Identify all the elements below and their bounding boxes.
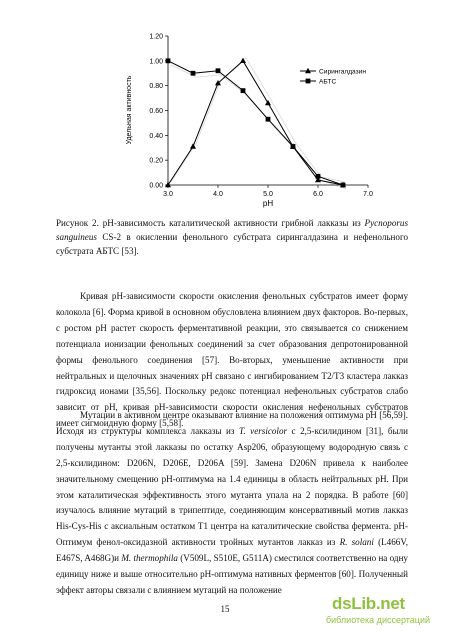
x-axis-label: pH: [262, 199, 274, 208]
x-tick-label: 6.0: [313, 191, 323, 198]
chart-ghost-lines: [171, 58, 346, 189]
legend-marker: [306, 79, 311, 84]
ghost-line: [171, 58, 346, 182]
series-line: [168, 61, 343, 185]
y-tick-label: 0.80: [149, 83, 163, 91]
y-axis-label: Удельная активность: [126, 75, 133, 145]
data-point: [291, 144, 296, 149]
paragraph-2-text: [56, 408, 408, 599]
p2-part3: (L466V, E467S, A468G)и: [56, 537, 408, 564]
series-line: [168, 61, 343, 185]
y-tick-group: [149, 34, 168, 190]
p2-species-rsolani: R. solani: [339, 537, 374, 548]
y-tick-label: 1.20: [149, 33, 163, 41]
data-point: [316, 174, 321, 179]
data-point: [166, 58, 171, 63]
paragraph-1-text: Кривая pH-зависимости скорости окисления фенольных субстратов имеет форму колокола [6]. Форма кривой в основном обусловлена влиянием двух факторов. Во-первых, с ростом pH растет скорость ферментативной реакции, это связывается со снижением потенциала ионизации фенольных соединений за счет образования депротонированной формы фенольного соединения [57]. Во-вторых, уменьшение активности при нейтральных и щелочных значениях pH связано с ингибированием Т2/Т3 кластера лакказ гидроксид ионами [35,56]. Поскольку редокс потенциал нефенольных субстратов слабо зависит от pH, кривая pH-зависимости скорости окисления нефенольных субстратов имеет сигмоидную форму [5,58].: [56, 291, 408, 429]
data-point: [216, 68, 221, 73]
watermark-logo: dsLib.net: [332, 594, 405, 613]
x-tick-label: 4.0: [213, 191, 223, 198]
data-point: [241, 88, 246, 93]
p2-part2: с 2,5-ксилидином [31], были получены мутанты этой лакказы по остатку Asp206, образующему водородную связь с 2,5-ксилидином: D206N, D206E, D206A [59]. Замена D206N привела к наиболее значительному смещению pH-оптимума на 1.4 единицы в область нейтральных pH. При этом каталитическая эффективность этого мутанта упала на 2 порядка. В работе [60] изучалось влияние мутаций в трипептиде, соединяющим консервативный мотив лакказ His-Cys-His с аксиальным остатком Т1 центра на каталитические свойства фермента. pH-Оптимум фенол-оксидазной активности тройных мутантов лакказ из: [56, 425, 408, 548]
y-tick-label: 0.60: [149, 108, 163, 115]
page-number: 15: [220, 604, 230, 614]
series-layer: [165, 58, 346, 188]
series-syringaldazine: [165, 58, 346, 188]
data-point: [191, 71, 196, 76]
p2-species-mthermophila: M. thermophila: [121, 553, 178, 564]
caption-prefix: Рисунок 2. pH-зависимость каталитической активности грибной лакказы из: [56, 218, 365, 228]
y-tick-label: 0.20: [149, 157, 163, 165]
p2-part1: Мутации в активном центре оказывают влияние на положения оптимума pH [56,59]. Исходя из структуры комплекса лакказы из: [56, 410, 408, 436]
watermark-subtitle: библиотека диссертаций: [326, 615, 431, 625]
data-point: [190, 143, 196, 148]
data-point: [266, 117, 271, 122]
figure-caption: [56, 216, 408, 258]
legend-label: АБТС: [319, 78, 337, 86]
ph-activity-chart: [120, 28, 380, 208]
chart-legend: [300, 68, 366, 86]
data-point: [341, 183, 346, 188]
paragraph-2: [56, 408, 408, 599]
x-tick-label: 7.0: [363, 191, 373, 198]
caption-species: Pycnoporus sanguineus: [56, 218, 408, 242]
y-tick-label: 1.00: [149, 58, 163, 66]
data-point: [265, 100, 271, 105]
p2-species-tversicolor: T. versicolor: [239, 425, 288, 436]
x-tick-label: 5.0: [263, 191, 273, 198]
legend-label: Сирингалдазин: [319, 68, 366, 76]
y-tick-label: 0.00: [149, 182, 163, 190]
x-tick-label: 3.0: [163, 191, 173, 198]
caption-suffix: CS-2 в окислении фенольного субстрата сирингалдазина и нефенольного субстрата АБТС [53].: [56, 232, 408, 256]
watermark: [326, 594, 444, 630]
y-tick-label: 0.40: [149, 132, 163, 140]
p2-part4: (V509L, S510E, G511A) сместился соответственно на одну единицу ниже и выше относительно pH-оптимума нативных ферментов [60]. Полученный эффект авторы связали с влиянием мутаций на положение: [56, 553, 408, 595]
